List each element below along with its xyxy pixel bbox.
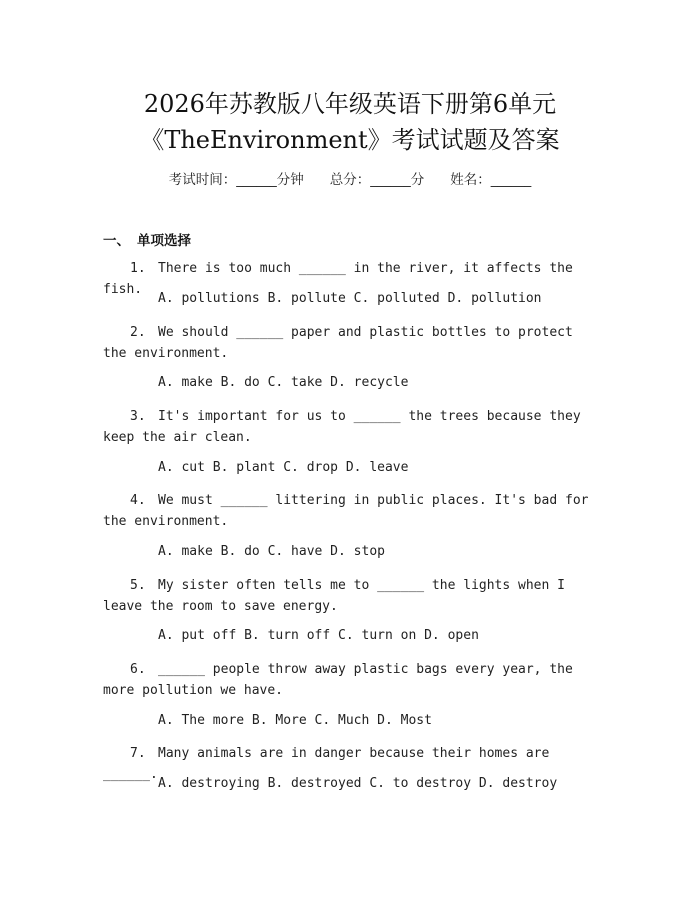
question-text: Many animals are in danger because their homes are ______. [103,746,550,782]
question-number: 6. [130,662,146,677]
question-number: 1. [130,261,146,276]
question-5-options: A. put off B. turn off C. turn on D. open [158,628,479,643]
question-4 [103,491,603,532]
question-text: We must ______ littering in public places. It's bad for the environment. [103,493,589,529]
question-number: 3. [130,409,146,424]
question-2 [103,323,603,364]
section-title: 单项选择 [137,233,191,249]
question-5 [103,576,603,617]
question-text: It's important for us to ______ the trees because they keep the air clean. [103,409,581,445]
question-text: ______ people throw away plastic bags every year, the more pollution we have. [103,662,573,698]
question-number: 4. [130,493,146,508]
title-line-1: 2026年苏教版八年级英语下册第6单元 [143,90,557,118]
exam-time: 考试时间：______分钟 [168,172,304,188]
question-6-options: A. The more B. More C. Much D. Most [158,713,432,728]
question-7-options: A. destroying B. destroyed C. to destroy D. destroy [158,776,558,791]
question-2-options: A. make B. do C. take D. recycle [158,375,409,390]
question-number: 2. [130,325,146,340]
question-3-options: A. cut B. plant C. drop D. leave [158,460,409,475]
title-line-2: 《TheEnvironment》考试试题及答案 [140,126,560,154]
section-number: 一、 [103,233,130,249]
question-3 [103,407,603,448]
section-heading [103,229,191,249]
question-text: We should ______ paper and plastic bottles to protect the environment. [103,325,573,361]
student-name: 姓名：______ [450,172,532,188]
question-number: 5. [130,578,146,593]
total-score: 总分：______分 [329,172,425,188]
question-text: My sister often tells me to ______ the lights when I leave the room to save energy. [103,578,565,614]
question-1-options: A. pollutions B. pollute C. polluted D. pollution [158,291,542,306]
question-4-options: A. make B. do C. have D. stop [158,544,385,559]
question-number: 7. [130,746,146,761]
question-6 [103,660,603,701]
question-text: There is too much ______ in the river, it affects the fish. [103,261,573,297]
exam-meta [0,168,700,188]
